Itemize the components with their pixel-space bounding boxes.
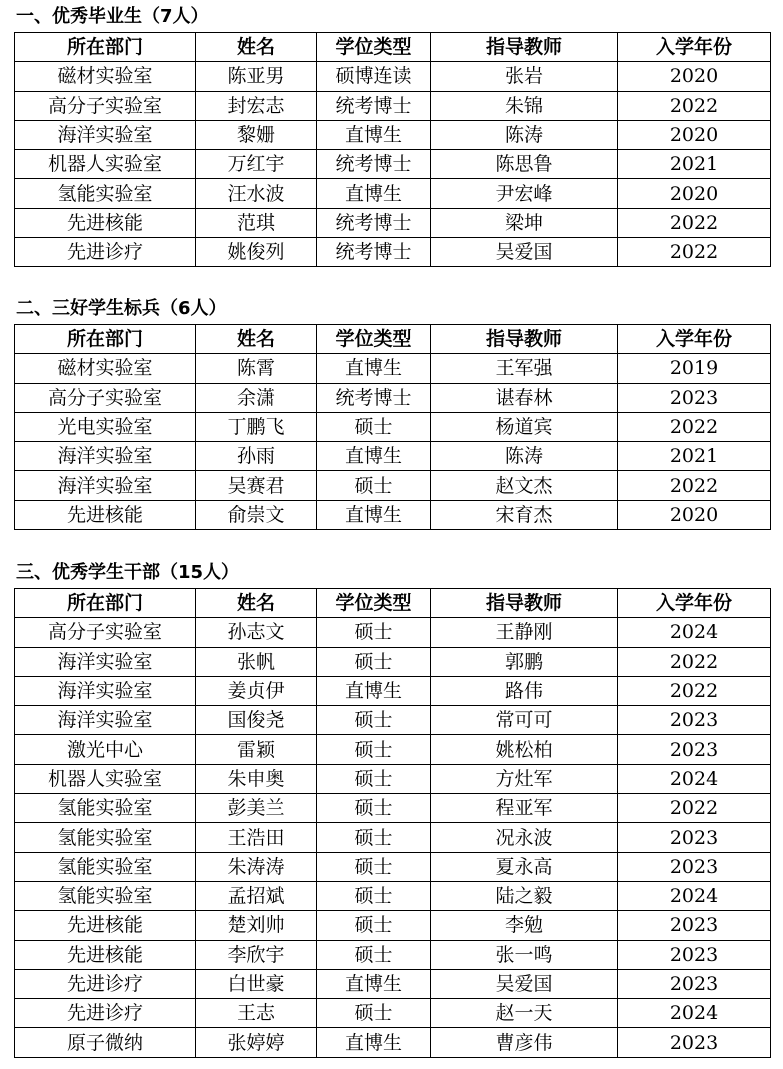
degree-type-cell: 直博生 bbox=[317, 442, 431, 471]
advisor-cell: 张岩 bbox=[431, 62, 618, 91]
header-advisor: 指导教师 bbox=[431, 33, 618, 62]
enrollment-year-cell: 2024 bbox=[618, 999, 771, 1028]
name-cell: 汪水波 bbox=[196, 179, 317, 208]
degree-type-cell: 统考博士 bbox=[317, 208, 431, 237]
name-cell: 余潇 bbox=[196, 383, 317, 412]
degree-type-cell: 硕士 bbox=[317, 706, 431, 735]
degree-type-cell: 硕士 bbox=[317, 471, 431, 500]
name-cell: 陈霄 bbox=[196, 354, 317, 383]
section-title-outstanding-student-cadres: 三、优秀学生干部（15人） bbox=[16, 562, 240, 583]
enrollment-year-cell: 2023 bbox=[618, 852, 771, 881]
table-body bbox=[15, 354, 771, 530]
department-cell: 氢能实验室 bbox=[15, 881, 196, 910]
department-cell: 先进核能 bbox=[15, 500, 196, 529]
department-cell: 氢能实验室 bbox=[15, 823, 196, 852]
degree-type-cell: 硕士 bbox=[317, 647, 431, 676]
table-header-row bbox=[15, 325, 771, 354]
name-cell: 李欣宇 bbox=[196, 940, 317, 969]
advisor-cell: 陈涛 bbox=[431, 442, 618, 471]
table-row bbox=[15, 940, 771, 969]
department-cell: 高分子实验室 bbox=[15, 618, 196, 647]
table-row bbox=[15, 500, 771, 529]
department-cell: 高分子实验室 bbox=[15, 91, 196, 120]
department-cell: 海洋实验室 bbox=[15, 647, 196, 676]
enrollment-year-cell: 2023 bbox=[618, 940, 771, 969]
header-enrollment-year: 入学年份 bbox=[618, 33, 771, 62]
header-advisor: 指导教师 bbox=[431, 589, 618, 618]
degree-type-cell: 硕士 bbox=[317, 940, 431, 969]
degree-type-cell: 硕博连读 bbox=[317, 62, 431, 91]
table-row bbox=[15, 999, 771, 1028]
table-row bbox=[15, 238, 771, 267]
advisor-cell: 路伟 bbox=[431, 676, 618, 705]
table-row bbox=[15, 91, 771, 120]
advisor-cell: 程亚军 bbox=[431, 794, 618, 823]
enrollment-year-cell: 2020 bbox=[618, 120, 771, 149]
name-cell: 国俊尧 bbox=[196, 706, 317, 735]
enrollment-year-cell: 2023 bbox=[618, 823, 771, 852]
table-header-row bbox=[15, 589, 771, 618]
advisor-cell: 吴爱国 bbox=[431, 969, 618, 998]
department-cell: 先进诊疗 bbox=[15, 999, 196, 1028]
department-cell: 海洋实验室 bbox=[15, 471, 196, 500]
degree-type-cell: 直博生 bbox=[317, 1028, 431, 1057]
name-cell: 张帆 bbox=[196, 647, 317, 676]
table-row bbox=[15, 354, 771, 383]
name-cell: 楚刘帅 bbox=[196, 911, 317, 940]
advisor-cell: 况永波 bbox=[431, 823, 618, 852]
department-cell: 高分子实验室 bbox=[15, 383, 196, 412]
advisor-cell: 吴爱国 bbox=[431, 238, 618, 267]
enrollment-year-cell: 2024 bbox=[618, 881, 771, 910]
table-outstanding-graduates bbox=[14, 32, 771, 267]
advisor-cell: 陈思鲁 bbox=[431, 150, 618, 179]
department-cell: 海洋实验室 bbox=[15, 442, 196, 471]
name-cell: 彭美兰 bbox=[196, 794, 317, 823]
department-cell: 先进核能 bbox=[15, 911, 196, 940]
table-row bbox=[15, 471, 771, 500]
table-row bbox=[15, 1028, 771, 1057]
advisor-cell: 夏永高 bbox=[431, 852, 618, 881]
degree-type-cell: 统考博士 bbox=[317, 91, 431, 120]
enrollment-year-cell: 2021 bbox=[618, 442, 771, 471]
table-row bbox=[15, 120, 771, 149]
table-row bbox=[15, 618, 771, 647]
advisor-cell: 陈涛 bbox=[431, 120, 618, 149]
header-department: 所在部门 bbox=[15, 33, 196, 62]
advisor-cell: 赵一天 bbox=[431, 999, 618, 1028]
enrollment-year-cell: 2023 bbox=[618, 706, 771, 735]
table-row bbox=[15, 179, 771, 208]
enrollment-year-cell: 2023 bbox=[618, 911, 771, 940]
department-cell: 磁材实验室 bbox=[15, 354, 196, 383]
name-cell: 孙雨 bbox=[196, 442, 317, 471]
table-row bbox=[15, 647, 771, 676]
enrollment-year-cell: 2023 bbox=[618, 969, 771, 998]
advisor-cell: 李勉 bbox=[431, 911, 618, 940]
enrollment-year-cell: 2022 bbox=[618, 238, 771, 267]
name-cell: 万红宇 bbox=[196, 150, 317, 179]
table-row bbox=[15, 442, 771, 471]
header-department: 所在部门 bbox=[15, 325, 196, 354]
enrollment-year-cell: 2022 bbox=[618, 471, 771, 500]
enrollment-year-cell: 2022 bbox=[618, 91, 771, 120]
name-cell: 丁鹏飞 bbox=[196, 412, 317, 441]
name-cell: 俞崇文 bbox=[196, 500, 317, 529]
name-cell: 王浩田 bbox=[196, 823, 317, 852]
table-row bbox=[15, 150, 771, 179]
name-cell: 张婷婷 bbox=[196, 1028, 317, 1057]
header-name: 姓名 bbox=[196, 325, 317, 354]
degree-type-cell: 直博生 bbox=[317, 120, 431, 149]
name-cell: 封宏志 bbox=[196, 91, 317, 120]
degree-type-cell: 硕士 bbox=[317, 412, 431, 441]
advisor-cell: 谌春林 bbox=[431, 383, 618, 412]
advisor-cell: 陆之毅 bbox=[431, 881, 618, 910]
header-name: 姓名 bbox=[196, 33, 317, 62]
table-row bbox=[15, 969, 771, 998]
table-row bbox=[15, 676, 771, 705]
advisor-cell: 宋育杰 bbox=[431, 500, 618, 529]
table-row bbox=[15, 208, 771, 237]
degree-type-cell: 直博生 bbox=[317, 354, 431, 383]
enrollment-year-cell: 2020 bbox=[618, 179, 771, 208]
enrollment-year-cell: 2019 bbox=[618, 354, 771, 383]
name-cell: 姜贞伊 bbox=[196, 676, 317, 705]
header-enrollment-year: 入学年份 bbox=[618, 589, 771, 618]
department-cell: 先进核能 bbox=[15, 940, 196, 969]
degree-type-cell: 直博生 bbox=[317, 676, 431, 705]
name-cell: 范琪 bbox=[196, 208, 317, 237]
degree-type-cell: 硕士 bbox=[317, 735, 431, 764]
advisor-cell: 张一鸣 bbox=[431, 940, 618, 969]
department-cell: 光电实验室 bbox=[15, 412, 196, 441]
department-cell: 海洋实验室 bbox=[15, 120, 196, 149]
name-cell: 孙志文 bbox=[196, 618, 317, 647]
degree-type-cell: 统考博士 bbox=[317, 383, 431, 412]
department-cell: 原子微纳 bbox=[15, 1028, 196, 1057]
enrollment-year-cell: 2024 bbox=[618, 764, 771, 793]
department-cell: 氢能实验室 bbox=[15, 179, 196, 208]
degree-type-cell: 硕士 bbox=[317, 911, 431, 940]
enrollment-year-cell: 2021 bbox=[618, 150, 771, 179]
table-row bbox=[15, 794, 771, 823]
table-outstanding-student-cadres bbox=[14, 588, 771, 1058]
enrollment-year-cell: 2023 bbox=[618, 735, 771, 764]
table-header-row bbox=[15, 33, 771, 62]
department-cell: 氢能实验室 bbox=[15, 794, 196, 823]
degree-type-cell: 硕士 bbox=[317, 852, 431, 881]
degree-type-cell: 直博生 bbox=[317, 179, 431, 208]
advisor-cell: 杨道宾 bbox=[431, 412, 618, 441]
enrollment-year-cell: 2022 bbox=[618, 794, 771, 823]
name-cell: 黎姗 bbox=[196, 120, 317, 149]
header-advisor: 指导教师 bbox=[431, 325, 618, 354]
enrollment-year-cell: 2022 bbox=[618, 647, 771, 676]
department-cell: 机器人实验室 bbox=[15, 150, 196, 179]
degree-type-cell: 直博生 bbox=[317, 969, 431, 998]
name-cell: 吴赛君 bbox=[196, 471, 317, 500]
header-degree-type: 学位类型 bbox=[317, 589, 431, 618]
table-merit-student-models bbox=[14, 324, 771, 530]
advisor-cell: 曹彦伟 bbox=[431, 1028, 618, 1057]
advisor-cell: 王静刚 bbox=[431, 618, 618, 647]
name-cell: 朱申奥 bbox=[196, 764, 317, 793]
department-cell: 先进诊疗 bbox=[15, 238, 196, 267]
header-degree-type: 学位类型 bbox=[317, 325, 431, 354]
degree-type-cell: 硕士 bbox=[317, 764, 431, 793]
enrollment-year-cell: 2022 bbox=[618, 412, 771, 441]
table-body bbox=[15, 618, 771, 1057]
enrollment-year-cell: 2024 bbox=[618, 618, 771, 647]
table-row bbox=[15, 911, 771, 940]
table-row bbox=[15, 735, 771, 764]
section-title-merit-student-models: 二、三好学生标兵（6人） bbox=[16, 298, 227, 319]
table-row bbox=[15, 764, 771, 793]
table-row bbox=[15, 852, 771, 881]
degree-type-cell: 硕士 bbox=[317, 881, 431, 910]
advisor-cell: 尹宏峰 bbox=[431, 179, 618, 208]
department-cell: 海洋实验室 bbox=[15, 676, 196, 705]
advisor-cell: 方灶军 bbox=[431, 764, 618, 793]
enrollment-year-cell: 2023 bbox=[618, 383, 771, 412]
header-department: 所在部门 bbox=[15, 589, 196, 618]
advisor-cell: 朱锦 bbox=[431, 91, 618, 120]
name-cell: 王志 bbox=[196, 999, 317, 1028]
name-cell: 孟招斌 bbox=[196, 881, 317, 910]
name-cell: 朱涛涛 bbox=[196, 852, 317, 881]
degree-type-cell: 统考博士 bbox=[317, 238, 431, 267]
department-cell: 磁材实验室 bbox=[15, 62, 196, 91]
department-cell: 氢能实验室 bbox=[15, 852, 196, 881]
header-enrollment-year: 入学年份 bbox=[618, 325, 771, 354]
table-row bbox=[15, 706, 771, 735]
advisor-cell: 梁坤 bbox=[431, 208, 618, 237]
table-row bbox=[15, 881, 771, 910]
department-cell: 先进诊疗 bbox=[15, 969, 196, 998]
advisor-cell: 郭鹏 bbox=[431, 647, 618, 676]
table-row bbox=[15, 62, 771, 91]
department-cell: 机器人实验室 bbox=[15, 764, 196, 793]
degree-type-cell: 直博生 bbox=[317, 500, 431, 529]
advisor-cell: 王军强 bbox=[431, 354, 618, 383]
name-cell: 雷颖 bbox=[196, 735, 317, 764]
header-degree-type: 学位类型 bbox=[317, 33, 431, 62]
section-title-outstanding-graduates: 一、优秀毕业生（7人） bbox=[16, 6, 209, 27]
advisor-cell: 姚松柏 bbox=[431, 735, 618, 764]
enrollment-year-cell: 2020 bbox=[618, 500, 771, 529]
department-cell: 海洋实验室 bbox=[15, 706, 196, 735]
enrollment-year-cell: 2020 bbox=[618, 62, 771, 91]
enrollment-year-cell: 2023 bbox=[618, 1028, 771, 1057]
degree-type-cell: 硕士 bbox=[317, 823, 431, 852]
table-row bbox=[15, 823, 771, 852]
advisor-cell: 赵文杰 bbox=[431, 471, 618, 500]
department-cell: 先进核能 bbox=[15, 208, 196, 237]
degree-type-cell: 统考博士 bbox=[317, 150, 431, 179]
degree-type-cell: 硕士 bbox=[317, 794, 431, 823]
table-body bbox=[15, 62, 771, 267]
degree-type-cell: 硕士 bbox=[317, 618, 431, 647]
header-name: 姓名 bbox=[196, 589, 317, 618]
table-row bbox=[15, 383, 771, 412]
enrollment-year-cell: 2022 bbox=[618, 208, 771, 237]
department-cell: 激光中心 bbox=[15, 735, 196, 764]
degree-type-cell: 硕士 bbox=[317, 999, 431, 1028]
name-cell: 白世豪 bbox=[196, 969, 317, 998]
enrollment-year-cell: 2022 bbox=[618, 676, 771, 705]
table-row bbox=[15, 412, 771, 441]
name-cell: 陈亚男 bbox=[196, 62, 317, 91]
name-cell: 姚俊列 bbox=[196, 238, 317, 267]
advisor-cell: 常可可 bbox=[431, 706, 618, 735]
